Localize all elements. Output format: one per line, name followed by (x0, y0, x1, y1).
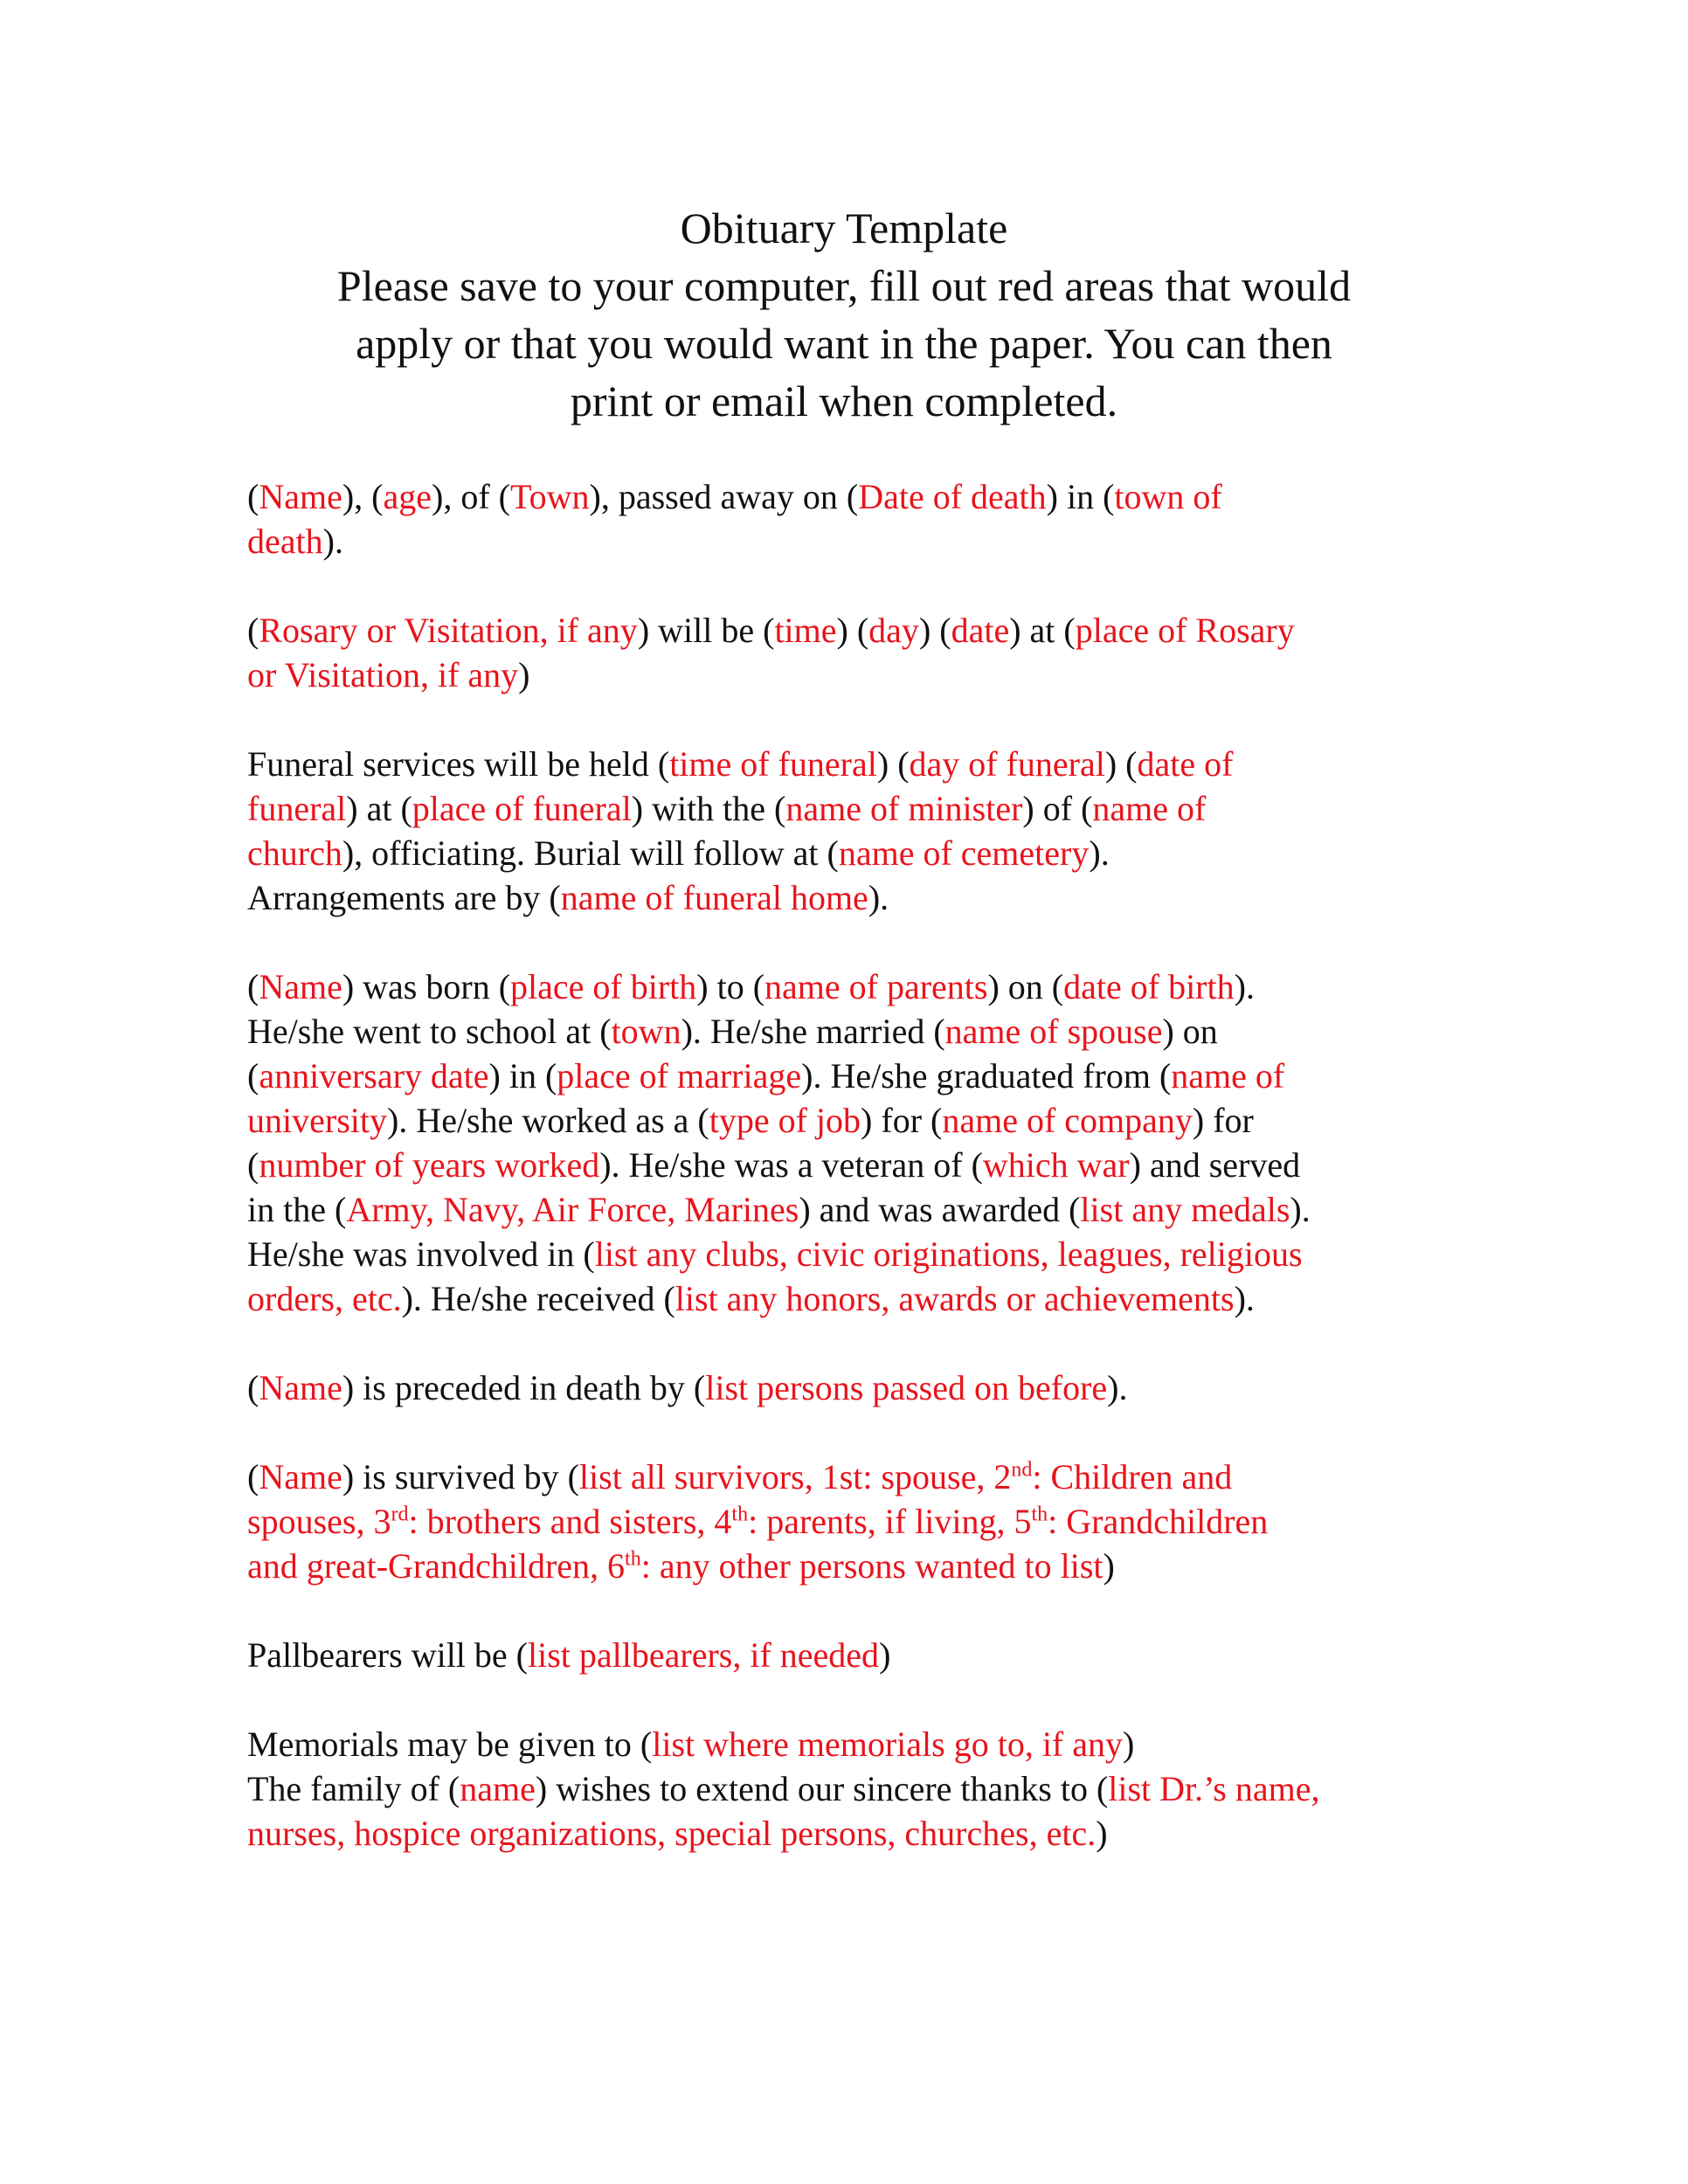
static-text: ). He/she received ( (401, 1279, 675, 1318)
text-line (247, 1054, 1470, 1098)
text-line (247, 608, 1470, 653)
placeholder-field: funeral (247, 789, 347, 828)
placeholder-field: name of company (942, 1101, 1193, 1140)
static-text: ) in ( (1046, 477, 1115, 516)
static-text: ) (1103, 1546, 1115, 1586)
text-line (247, 1722, 1470, 1766)
text-line (247, 1187, 1470, 1232)
static-text: ). (1290, 1190, 1311, 1229)
placeholder-field: name of (1092, 789, 1207, 828)
placeholder-field: name (460, 1769, 536, 1808)
placeholder-field: th (625, 1547, 641, 1571)
title-instructions-line: print or email when completed. (570, 377, 1118, 425)
placeholder-field: nd (1011, 1458, 1033, 1482)
placeholder-field: rd (391, 1503, 409, 1526)
static-text: ) (518, 655, 530, 695)
placeholder-field: place of Rosary (1075, 611, 1295, 650)
static-text: ) was born ( (342, 967, 511, 1006)
title-line: Obituary Template (680, 204, 1008, 252)
placeholder-field: place of birth (510, 967, 697, 1006)
static-text: ), ( (342, 477, 384, 516)
static-text: ) at ( (346, 789, 412, 828)
static-text: Memorials may be given to ( (247, 1724, 653, 1764)
text-line (247, 875, 1470, 920)
placeholder-field: : any other persons wanted to list (640, 1546, 1103, 1586)
title-instructions-line: apply or that you would want in the paper. You can then (356, 319, 1332, 368)
static-text: ) and served (1129, 1145, 1301, 1185)
static-text: ) for ( (861, 1101, 943, 1140)
text-line (247, 1811, 1470, 1856)
text-line (247, 1232, 1470, 1276)
placeholder-field: date of birth (1063, 967, 1235, 1006)
text-line (247, 519, 1470, 563)
placeholder-field: name of funeral home (560, 878, 868, 917)
placeholder-field: age (383, 477, 432, 516)
static-text: ) ( (918, 611, 951, 650)
placeholder-field: list persons passed on before (705, 1368, 1108, 1407)
placeholder-field: : parents, if living, 5 (748, 1502, 1032, 1541)
placeholder-field: Rosary or Visitation, if any (259, 611, 638, 650)
placeholder-field: Name (259, 1457, 342, 1496)
placeholder-field: list pallbearers, if needed (528, 1635, 880, 1675)
placeholder-field: time (774, 611, 837, 650)
placeholder-field: name of minister (785, 789, 1023, 828)
placeholder-field: name of parents (764, 967, 988, 1006)
static-text: ( (247, 477, 259, 516)
text-line (247, 1766, 1470, 1811)
placeholder-field: Army, Navy, Air Force, Marines (346, 1190, 799, 1229)
placeholder-field: Name (259, 1368, 342, 1407)
text-line (247, 1633, 1470, 1677)
placeholder-field: Name (259, 477, 342, 516)
text-line (247, 1499, 1470, 1544)
text-line (247, 1009, 1470, 1054)
placeholder-field: orders, etc. (247, 1279, 402, 1318)
placeholder-field: list any honors, awards or achievements (675, 1279, 1235, 1318)
placeholder-field: death (247, 522, 323, 561)
static-text: ) ( (876, 744, 910, 784)
static-text: Arrangements are by ( (247, 878, 561, 917)
placeholder-field: town of (1114, 477, 1222, 516)
static-text: ( (247, 1368, 259, 1407)
static-text: ( (247, 1056, 259, 1095)
obituary-paragraph (247, 474, 1470, 563)
placeholder-field: and great-Grandchildren, 6 (247, 1546, 626, 1586)
static-text: The family of ( (247, 1769, 460, 1808)
static-text: ) wishes to extend our sincere thanks to ( (535, 1769, 1109, 1808)
static-text: ). (322, 522, 343, 561)
static-text: ) ( (836, 611, 869, 650)
placeholder-field: list any medals (1080, 1190, 1290, 1229)
static-text: He/she was involved in ( (247, 1234, 595, 1274)
placeholder-field: list Dr.’s name, (1108, 1769, 1320, 1808)
static-text: ). He/she graduated from ( (801, 1056, 1172, 1095)
static-text: ) (1096, 1814, 1108, 1853)
placeholder-field: day of funeral (909, 744, 1105, 784)
text-line (247, 742, 1470, 786)
static-text: ) in ( (488, 1056, 557, 1095)
static-text: He/she went to school at ( (247, 1012, 612, 1051)
static-text: ), officiating. Burial will follow at ( (342, 833, 839, 873)
text-line (247, 474, 1470, 519)
placeholder-field: place of marriage (557, 1056, 802, 1095)
obituary-paragraph (247, 964, 1470, 1321)
placeholder-field: or Visitation, if any (247, 655, 519, 695)
static-text: ) will be ( (637, 611, 775, 650)
text-line (247, 1365, 1470, 1410)
placeholder-field: university (247, 1101, 387, 1140)
static-text: ) (1123, 1724, 1135, 1764)
placeholder-field: number of years worked (259, 1145, 600, 1185)
placeholder-field: date (951, 611, 1010, 650)
static-text: ) (879, 1635, 891, 1675)
obituary-paragraph (247, 1633, 1470, 1677)
static-text: ( (247, 1145, 259, 1185)
placeholder-field: list any clubs, civic originations, leagues, religious (594, 1234, 1303, 1274)
placeholder-field: church (247, 833, 342, 873)
placeholder-field: : Grandchildren (1048, 1502, 1269, 1541)
static-text: ) with the ( (631, 789, 786, 828)
static-text: ). (1107, 1368, 1128, 1407)
static-text: ( (247, 1457, 259, 1496)
static-text: ) on ( (987, 967, 1064, 1006)
text-line (247, 1098, 1470, 1143)
placeholder-field: : Children and (1032, 1457, 1233, 1496)
placeholder-field: Date of death (858, 477, 1047, 516)
obituary-paragraph (247, 1365, 1470, 1410)
static-text: ). He/she was a veteran of ( (599, 1145, 983, 1185)
static-text: ( (247, 611, 259, 650)
static-text: ). (1234, 1279, 1255, 1318)
placeholder-field: anniversary date (259, 1056, 489, 1095)
placeholder-field: spouses, 3 (247, 1502, 391, 1541)
static-text: ). (1089, 833, 1110, 873)
placeholder-field: town (611, 1012, 681, 1051)
static-text: ) at ( (1009, 611, 1076, 650)
static-text: ), passed away on ( (589, 477, 859, 516)
static-text: Funeral services will be held ( (247, 744, 670, 784)
placeholder-field: date of (1137, 744, 1234, 784)
text-line (247, 1276, 1470, 1321)
static-text: ) is survived by ( (342, 1457, 579, 1496)
placeholder-field: list all survivors, 1st: spouse, 2 (578, 1457, 1012, 1496)
obituary-paragraph (247, 742, 1470, 920)
text-line (247, 964, 1470, 1009)
placeholder-field: place of funeral (412, 789, 632, 828)
static-text: ), of ( (432, 477, 510, 516)
placeholder-field: which war (982, 1145, 1130, 1185)
text-line (247, 831, 1470, 875)
placeholder-field: Town (509, 477, 590, 516)
obituary-paragraph (247, 1722, 1470, 1856)
static-text: ). He/she married ( (681, 1012, 945, 1051)
static-text: ). (868, 878, 889, 917)
static-text: ( (247, 967, 259, 1006)
placeholder-field: : brothers and sisters, 4 (408, 1502, 732, 1541)
placeholder-field: Name (259, 967, 342, 1006)
placeholder-field: th (1031, 1503, 1048, 1526)
text-line (247, 1143, 1470, 1187)
obituary-paragraph (247, 1455, 1470, 1588)
static-text: Pallbearers will be ( (247, 1635, 528, 1675)
obituary-paragraph (247, 608, 1470, 697)
document-title (0, 199, 1688, 430)
obituary-body (247, 474, 1470, 1856)
static-text: ). He/she worked as a ( (386, 1101, 709, 1140)
placeholder-field: time of funeral (669, 744, 877, 784)
static-text: ) for (1192, 1101, 1254, 1140)
text-line (247, 1455, 1470, 1499)
static-text: ). (1234, 967, 1255, 1006)
text-line (247, 653, 1470, 697)
static-text: ) and was awarded ( (799, 1190, 1081, 1229)
placeholder-field: day (868, 611, 919, 650)
placeholder-field: nurses, hospice organizations, special persons, churches, etc. (247, 1814, 1097, 1853)
text-line (247, 1544, 1470, 1588)
placeholder-field: name of cemetery (838, 833, 1090, 873)
placeholder-field: th (731, 1503, 749, 1526)
static-text: ) on (1162, 1012, 1218, 1051)
static-text: ) ( (1104, 744, 1138, 784)
placeholder-field: name of spouse (944, 1012, 1163, 1051)
title-instructions-line: Please save to your computer, fill out red areas that would (336, 261, 1352, 310)
static-text: ) to ( (696, 967, 765, 1006)
static-text: in the ( (247, 1190, 347, 1229)
static-text: ) of ( (1022, 789, 1093, 828)
static-text: ) is preceded in death by ( (342, 1368, 706, 1407)
placeholder-field: type of job (709, 1101, 861, 1140)
placeholder-field: name of (1171, 1056, 1285, 1095)
placeholder-field: list where memorials go to, if any (652, 1724, 1124, 1764)
text-line (247, 786, 1470, 831)
